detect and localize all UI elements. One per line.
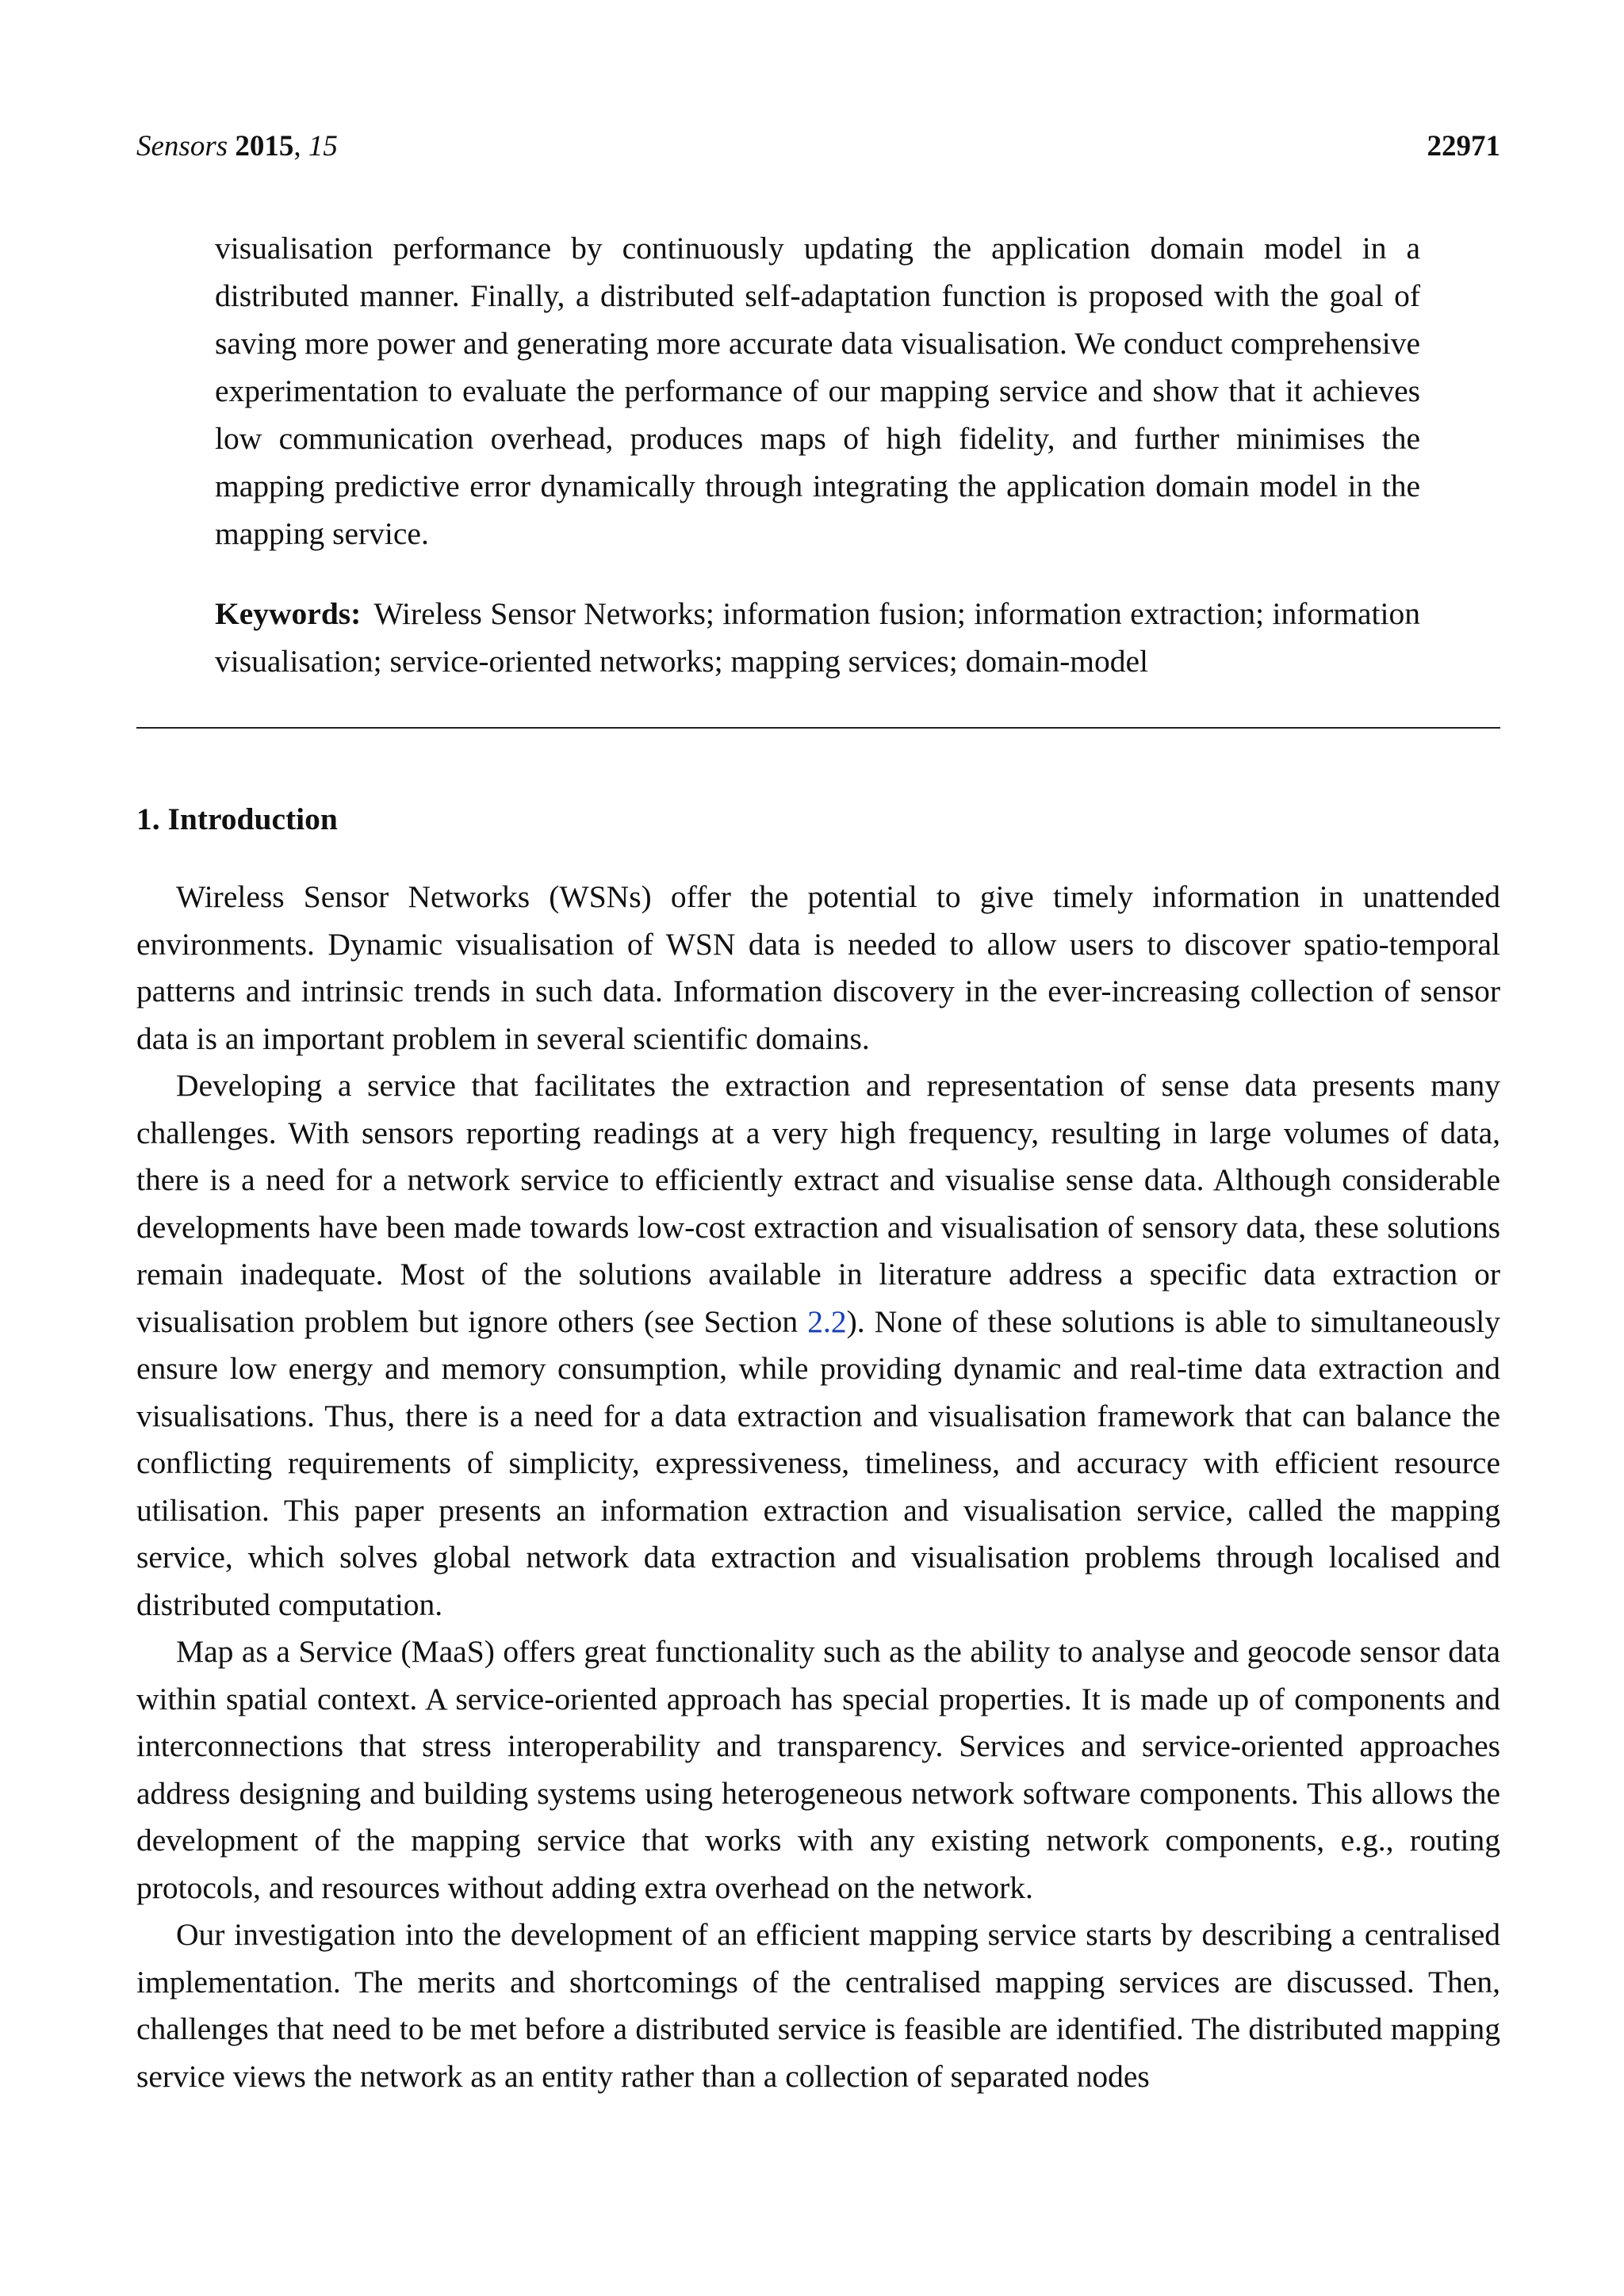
journal-year: 2015 (235, 130, 294, 163)
paragraph-2-part-1: Developing a service that facilitates the extraction and representation of sense data presents many challenges. With sensors reporting readings at a very high frequency, resulting in large volumes of data, there is a need for a network service to efficiently extract and visualise sense data. Although considerable developments have been made towards low-cost extraction and visualisation of sensory data, these solutions remain inadequate. Most of the solutions available in literature address a specific data extraction or visualisation problem but ignore others (see Section (136, 1068, 1500, 1339)
running-header: Sensors 2015, 15 22971 (136, 127, 1500, 166)
section-reference-link[interactable]: 2.2 (807, 1303, 847, 1339)
section-divider (136, 727, 1500, 729)
keywords-label: Keywords: (215, 596, 362, 631)
paragraph-1: Wireless Sensor Networks (WSNs) offer the potential to give timely information in unattended environments. Dynamic visualisation of WSN data is needed to allow users to discover spatio-temporal patterns and intrinsic trends in such data. Information discovery in the ever-increasing collection of sensor data is an important problem in several scientific domains. (136, 879, 1500, 1056)
abstract-text: visualisation performance by continuously updating the application domain model in a distributed manner. Finally, a distributed self-adaptation function is proposed with the goal of saving more power and generating more accurate data visualisation. We conduct comprehensive experimentation to evaluate the performance of our mapping service and show that it achieves low communication overhead, produces maps of high fidelity, and further minimises the mapping predictive error dynamically through integrating the application domain model in the mapping service. (215, 231, 1420, 551)
abstract-continuation (215, 224, 1420, 557)
paragraph-4: Our investigation into the development of an efficient mapping service starts by describing a centralised implementation. The merits and shortcomings of the centralised mapping services are discussed. Then, challenges that need to be met before a distributed service is feasible are identified. The distributed mapping service views the network as an entity rather than a collection of separated nodes (136, 1917, 1500, 2094)
section-heading: 1. Introduction (136, 802, 338, 836)
page-number: 22971 (1427, 130, 1500, 163)
paragraph-2 (136, 1062, 1500, 1628)
paragraph-3: Map as a Service (MaaS) offers great functionality such as the ability to analyse and geocode sensor data within spatial context. A service-oriented approach has special properties. It is made up of components and interconnections that stress interoperability and transparency. Services and service-oriented approaches address designing and building systems using heterogeneous network software components. This allows the development of the mapping service that works with any existing network components, e.g., routing protocols, and resources without adding extra overhead on the network. (136, 1634, 1500, 1905)
keywords (215, 590, 1420, 685)
journal-volume: 15 (308, 130, 338, 163)
paragraph-2-part-2: ). None of these solutions is able to simultaneously ensure low energy and memory consumption, while providing dynamic and real-time data extraction and visualisations. Thus, there is a need for a data extraction and visualisation framework that can balance the conflicting requirements of simplicity, expressiveness, timeliness, and accuracy with efficient resource utilisation. This paper presents an information extraction and visualisation service, called the mapping service, which solves global network data extraction and visualisation problems through localised and distributed computation. (136, 1303, 1500, 1622)
keywords-text: Wireless Sensor Networks; information fusion; information extraction; information visualisation; service-oriented networks; mapping services; domain-model (215, 596, 1420, 679)
section-body (136, 874, 1500, 2100)
journal-name: Sensors (136, 130, 228, 163)
